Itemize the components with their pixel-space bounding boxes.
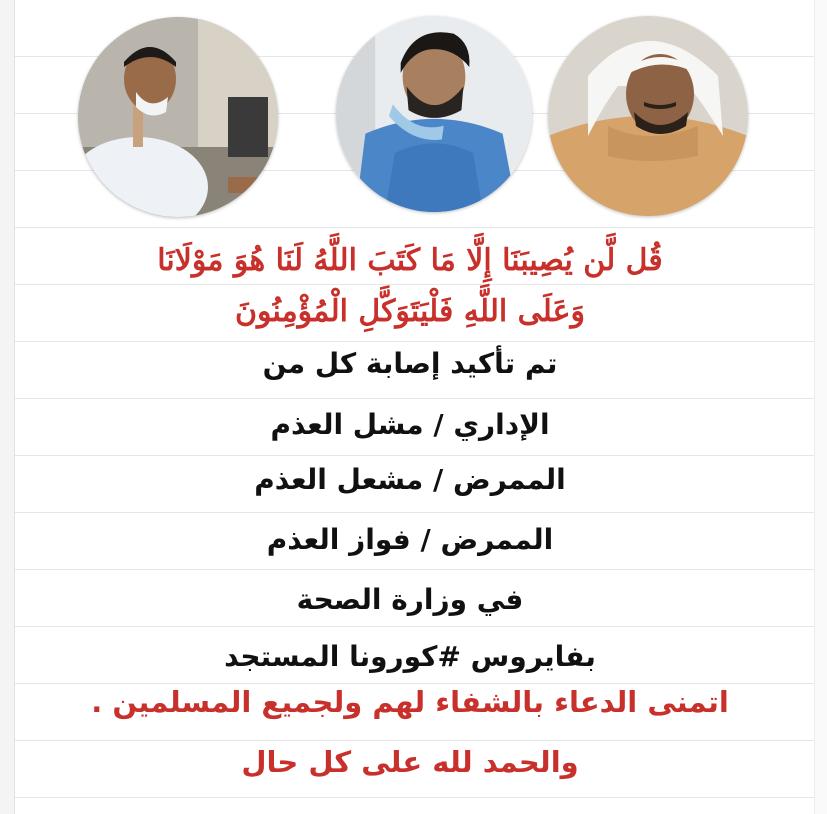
quran-verse-line-2: وَعَلَى اللَّهِ فَلْيَتَوَكَّلِ الْمُؤْمِنُونَ [235, 294, 585, 329]
infected-person-3: الممرض / فواز العذم [266, 523, 554, 556]
person-photo-left [78, 17, 278, 217]
person-photo-icon [78, 17, 278, 217]
left-margin-strip [0, 0, 15, 814]
infected-person-2: الممرض / مشعل العذم [254, 463, 566, 496]
right-margin-strip [814, 0, 827, 814]
ministry-line: في وزارة الصحة [296, 583, 524, 616]
person-photo-center [336, 16, 532, 212]
confirmation-heading: تم تأكيد إصابة كل من [262, 347, 558, 380]
quran-verse-line-1: قُل لَّن يُصِيبَنَا إِلَّا مَا كَتَبَ اللَّهُ لَنَا هُوَ مَوْلَانَا [157, 243, 663, 278]
prayer-request: اتمنى الدعاء بالشفاء لهم ولجميع المسلمين . [91, 685, 729, 719]
person-photo-icon [548, 16, 748, 216]
infected-person-1: الإداري / مشل العذم [270, 408, 550, 441]
praise-line: والحمد لله على كل حال [241, 745, 579, 779]
person-photo-icon [336, 16, 532, 212]
person-photo-right [548, 16, 748, 216]
virus-line: بفايروس #كورونا المستجد [224, 640, 596, 673]
